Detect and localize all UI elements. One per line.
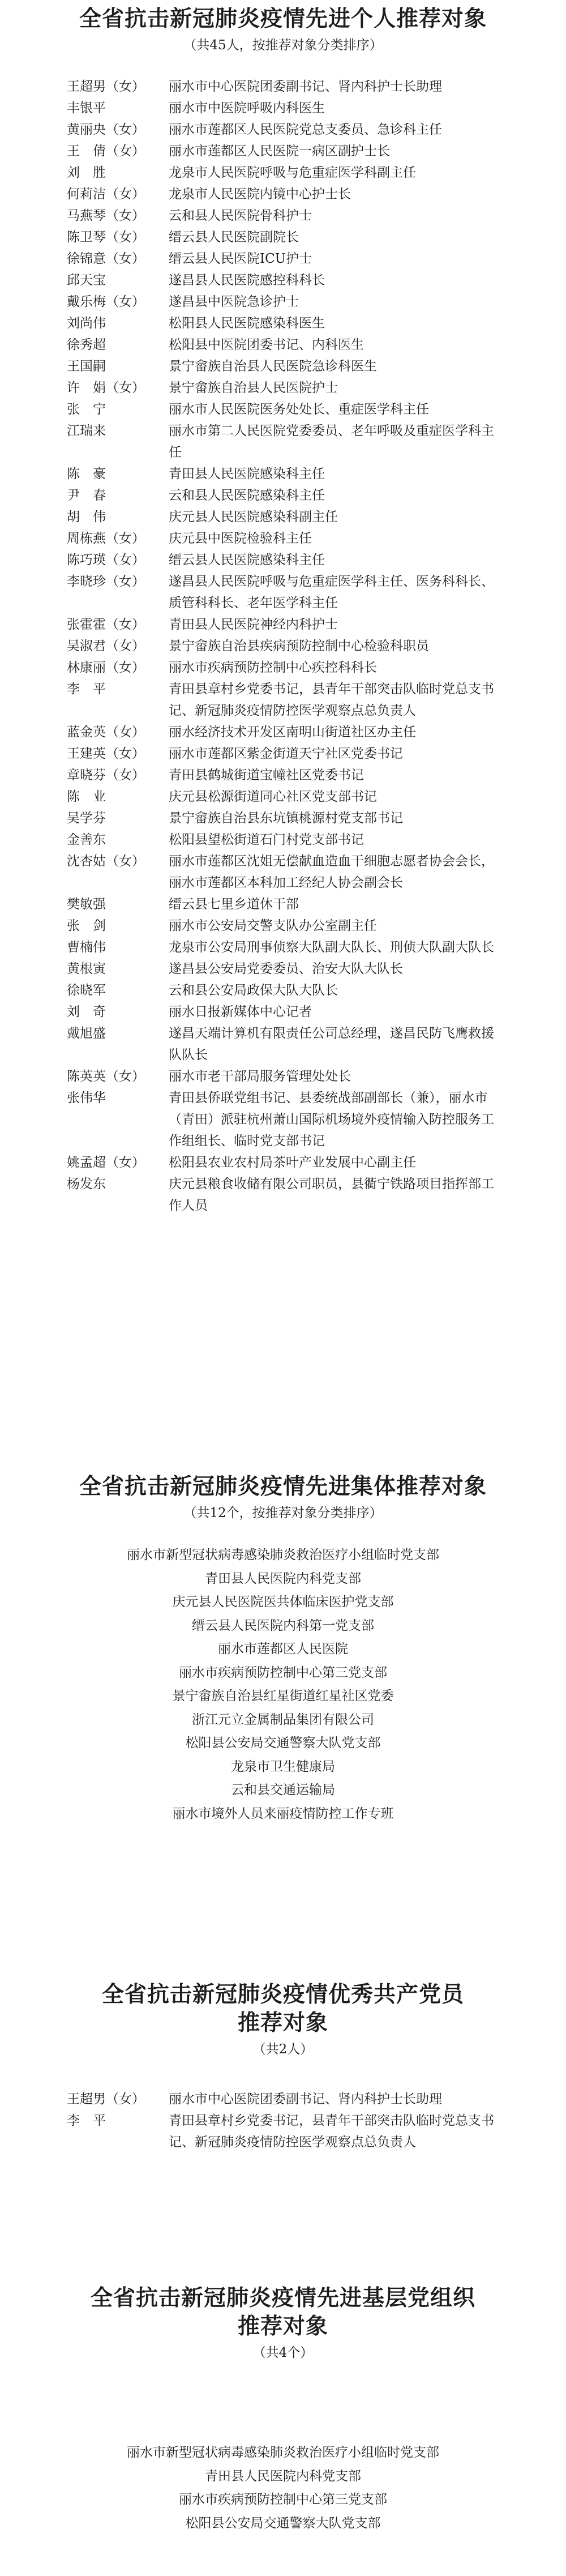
person-row: [0, 506, 566, 528]
person-position: 丽水市中心医院团委副书记、肾内科护士长助理: [169, 2092, 442, 2107]
person-row: [0, 1001, 566, 1023]
person-row: [0, 205, 566, 227]
person-position: 庆元县中医院检验科主任: [169, 531, 312, 546]
person-name: 陈 业: [67, 789, 106, 804]
person-position: 景宁畲族自治县疾病预防控制中心检验科职员: [169, 639, 429, 653]
person-name: 沈杏姑（女）: [67, 854, 145, 869]
person-row: [0, 743, 566, 764]
collective-item: 丽水市疾病预防控制中心第三党支部: [179, 2492, 387, 2507]
collectives-list: [0, 1544, 566, 1826]
collective-item: 松阳县公安局交通警察大队党支部: [185, 1736, 381, 1750]
person-name: 戴乐梅（女）: [67, 294, 145, 309]
collective-item: 景宁畲族自治县红星街道红星社区党委: [172, 1689, 394, 1703]
person-row: [0, 786, 566, 808]
person-row: [0, 1152, 566, 1173]
person-position: 青田县侨联党组书记、县委统战部副部长（兼），丽水市（青田）派驻杭州萧山国际机场境外疫情输入防控服务工作组组长、临时党支部书记: [169, 1091, 494, 1148]
person-row: [0, 76, 566, 97]
person-row: [0, 463, 566, 485]
collective-item: 庆元县人民医院医共体临床医护党支部: [172, 1595, 394, 1609]
person-position: 庆元县松源街道同心社区党支部书记: [169, 789, 377, 804]
person-name: 尹 春: [67, 488, 106, 503]
person-row: [0, 2088, 566, 2110]
person-name: 徐晓军: [67, 983, 106, 998]
person-row: [0, 485, 566, 506]
person-name: 张伟华: [67, 1091, 106, 1105]
person-row: [0, 313, 566, 334]
person-position: 丽水市老干部局服务管理处处长: [169, 1069, 351, 1084]
person-position: 景宁畲族自治县东坑镇桃源村党支部书记: [169, 811, 403, 826]
collective-item: 龙泉市卫生健康局: [231, 1759, 335, 1774]
person-position: 丽水市人民医院医务处处长、重症医学科主任: [169, 402, 429, 417]
section-subtitle: （共45人，按推荐对象分类排序）: [183, 38, 383, 53]
person-name: 马燕琴（女）: [67, 208, 145, 223]
person-row: [0, 937, 566, 958]
person-name: 樊敏强: [67, 897, 106, 912]
person-row: [0, 894, 566, 915]
grassroots-orgs-list: [0, 2441, 566, 2535]
person-row: [0, 119, 566, 140]
person-position: 青田县章村乡党委书记，县青年干部突击队临时党总支书记、新冠肺炎疫情防控医学观察点总负责人: [169, 682, 494, 718]
section-title-line2: 推荐对象: [237, 2010, 328, 2036]
person-position: 遂昌天端计算机有限责任公司总经理，遂昌民防飞鹰救援队队长: [169, 1026, 494, 1062]
section-title-line2: 推荐对象: [237, 2313, 328, 2339]
collective-item: 浙江元立金属制品集团有限公司: [192, 1712, 374, 1727]
collective-item: 青田县人民医院内科党支部: [205, 2468, 361, 2484]
person-name: 王国嗣: [67, 359, 106, 374]
person-position: 云和县人民医院骨科护士: [169, 208, 312, 223]
person-name: 许 娟（女）: [67, 381, 145, 395]
person-position: 遂昌县公安局党委委员、治安大队大队长: [169, 962, 403, 976]
section-subtitle: （共4个）: [252, 2346, 314, 2360]
collective-item: 缙云县人民医院内科第一党支部: [192, 1618, 374, 1633]
person-position: 丽水市莲都区人民医院党总支委员、急诊科主任: [169, 122, 442, 137]
person-name: 章晓芬（女）: [67, 768, 145, 783]
person-position: 庆元县粮食收储有限公司职员，县衢宁铁路项目指挥部工作人员: [169, 1177, 494, 1213]
person-position: 遂昌县中医院急诊护士: [169, 294, 299, 309]
person-name: 李 平: [67, 2113, 106, 2128]
person-position: 青田县鹤城街道宝幢社区党委书记: [169, 768, 364, 783]
person-name: 徐锦意（女）: [67, 251, 145, 266]
section-party-members: [0, 1980, 566, 2060]
person-position: 青田县章村乡党委书记，县青年干部突击队临时党总支书记、新冠肺炎疫情防控医学观察点总负责人: [169, 2113, 494, 2150]
person-position: 龙泉市人民医院内镜中心护士长: [169, 187, 351, 202]
section-title: 全省抗击新冠肺炎疫情先进基层党组织: [90, 2285, 475, 2311]
person-position: 松阳县中医院团委书记、内科医生: [169, 338, 364, 352]
individuals-list: [0, 76, 566, 1216]
person-name: 林康丽（女）: [67, 660, 145, 675]
person-position: 遂昌县人民医院呼吸与危重症医学科主任、医务科科长、质管科科长、老年医学科主任: [169, 574, 494, 610]
person-name: 王超男（女）: [67, 2092, 145, 2107]
person-position: 松阳县望松街道石门村党支部书记: [169, 832, 364, 847]
person-row: [0, 571, 566, 614]
person-position: 景宁畲族自治县人民医院护士: [169, 381, 338, 395]
section-subtitle: （共12个，按推荐对象分类排序）: [183, 1506, 383, 1520]
person-row: [0, 162, 566, 183]
person-position: 青田县人民医院神经内科护士: [169, 617, 338, 632]
collective-item: 丽水市莲都区人民医院: [218, 1642, 348, 1656]
person-position: 青田县人民医院感染科主任: [169, 467, 325, 481]
person-name: 吴淑君（女）: [67, 639, 145, 653]
person-name: 陈巧瑛（女）: [67, 553, 145, 567]
person-position: 缙云县人民医院感染科主任: [169, 553, 325, 567]
person-position: 丽水市莲都区紫金街道天宁社区党委书记: [169, 746, 403, 761]
person-position: 景宁畲族自治县人民医院急诊科医生: [169, 359, 377, 374]
person-name: 刘尚伟: [67, 316, 106, 331]
person-position: 丽水市公安局交警支队办公室副主任: [169, 919, 377, 933]
person-name: 张 剑: [67, 919, 106, 933]
section-collectives: [0, 1472, 566, 1523]
person-name: 王超男（女）: [67, 79, 145, 94]
person-name: 丰银平: [67, 101, 106, 116]
person-name: 张 宁: [67, 402, 106, 417]
person-name: 黄根寅: [67, 962, 106, 976]
person-name: 周栋燕（女）: [67, 531, 145, 546]
party-members-list: [0, 2088, 566, 2153]
section-title: 全省抗击新冠肺炎疫情先进集体推荐对象: [79, 1473, 487, 1500]
person-position: 龙泉市人民医院呼吸与危重症医学科副主任: [169, 165, 416, 180]
person-name: 张霍霍（女）: [67, 617, 145, 632]
person-row: [0, 980, 566, 1001]
person-row: [0, 420, 566, 463]
person-name: 吴学芬: [67, 811, 106, 826]
person-row: [0, 915, 566, 937]
section-individuals: [0, 5, 566, 55]
person-row: [0, 183, 566, 205]
person-row: [0, 958, 566, 980]
section-title: 全省抗击新冠肺炎疫情先进个人推荐对象: [79, 6, 487, 32]
person-position: 丽水市中医院呼吸内科医生: [169, 101, 325, 116]
person-name: 何莉洁（女）: [67, 187, 145, 202]
section-title: 全省抗击新冠肺炎疫情优秀共产党员: [101, 1981, 464, 2007]
person-row: [0, 2110, 566, 2153]
person-row: [0, 399, 566, 420]
person-row: [0, 764, 566, 786]
section-subtitle: （共2人）: [252, 2042, 314, 2057]
person-position: 缙云县人民医院副院长: [169, 230, 299, 245]
person-position: 缙云县人民医院ICU护士: [169, 251, 312, 266]
person-name: 邱天宝: [67, 273, 106, 288]
person-position: 庆元县人民医院感染科副主任: [169, 510, 338, 524]
person-name: 黄丽央（女）: [67, 122, 145, 137]
person-name: 陈英英（女）: [67, 1069, 145, 1084]
person-position: 云和县人民医院感染科主任: [169, 488, 325, 503]
person-position: 丽水市莲都区人民医院一病区副护士长: [169, 144, 390, 159]
person-row: [0, 657, 566, 678]
person-position: 缙云县七里乡道休干部: [169, 897, 299, 912]
person-row: [0, 808, 566, 829]
person-row: [0, 227, 566, 248]
person-name: 江瑞来: [67, 424, 106, 438]
person-name: 刘 胜: [67, 165, 106, 180]
person-name: 王 倩（女）: [67, 144, 145, 159]
person-position: 丽水市第二人民医院党委委员、老年呼吸及重症医学科主任: [169, 424, 494, 460]
person-row: [0, 635, 566, 657]
person-name: 曹楠伟: [67, 940, 106, 955]
person-row: [0, 1066, 566, 1087]
person-position: 丽水市疾病预防控制中心疾控科科长: [169, 660, 377, 675]
person-name: 杨发东: [67, 1177, 106, 1191]
person-position: 龙泉市公安局刑事侦察大队副大队长、刑侦大队副大队长: [169, 940, 494, 955]
person-position: 遂昌县人民医院感控科科长: [169, 273, 325, 288]
person-row: [0, 549, 566, 571]
collective-item: 丽水市新型冠状病毒感染肺炎救治医疗小组临时党支部: [127, 2445, 439, 2460]
person-row: [0, 829, 566, 851]
person-row: [0, 614, 566, 635]
person-name: 蓝金英（女）: [67, 725, 145, 740]
person-name: 陈 豪: [67, 467, 106, 481]
person-row: [0, 1173, 566, 1216]
person-row: [0, 270, 566, 291]
person-row: [0, 356, 566, 377]
person-name: 戴旭盛: [67, 1026, 106, 1041]
person-name: 李晓珍（女）: [67, 574, 145, 589]
person-row: [0, 248, 566, 270]
person-row: [0, 678, 566, 721]
collective-item: 丽水市新型冠状病毒感染肺炎救治医疗小组临时党支部: [127, 1548, 439, 1562]
person-name: 陈卫琴（女）: [67, 230, 145, 245]
person-row: [0, 528, 566, 549]
collective-item: 云和县交通运输局: [231, 1783, 335, 1797]
person-row: [0, 140, 566, 162]
person-position: 云和县公安局政保大队大队长: [169, 983, 338, 998]
collective-item: 丽水市疾病预防控制中心第三党支部: [179, 1665, 387, 1680]
collective-item: 青田县人民医院内科党支部: [205, 1571, 361, 1586]
collective-item: 松阳县公安局交通警察大队党支部: [185, 2515, 381, 2531]
person-row: [0, 97, 566, 119]
person-position: 丽水市莲都区沈姐无偿献血造血干细胞志愿者协会会长，丽水市莲都区本科加工经纪人协会副会长: [169, 854, 494, 890]
person-name: 胡 伟: [67, 510, 106, 524]
person-row: [0, 721, 566, 743]
person-row: [0, 291, 566, 313]
person-row: [0, 1023, 566, 1066]
person-name: 姚孟超（女）: [67, 1155, 145, 1170]
person-row: [0, 377, 566, 399]
person-name: 金善东: [67, 832, 106, 847]
person-name: 李 平: [67, 682, 106, 697]
person-row: [0, 851, 566, 894]
person-row: [0, 334, 566, 356]
person-name: 王建英（女）: [67, 746, 145, 761]
person-name: 刘 奇: [67, 1005, 106, 1019]
collective-item: 丽水市境外人员来丽疫情防控工作专班: [172, 1806, 394, 1821]
person-position: 丽水市中心医院团委副书记、肾内科护士长助理: [169, 79, 442, 94]
person-position: 丽水日报新媒体中心记者: [169, 1005, 312, 1019]
person-row: [0, 1087, 566, 1152]
person-position: 松阳县人民医院感染科医生: [169, 316, 325, 331]
section-grassroots-orgs: [0, 2284, 566, 2363]
person-position: 松阳县农业农村局茶叶产业发展中心副主任: [169, 1155, 416, 1170]
person-position: 丽水经济技术开发区南明山街道社区办主任: [169, 725, 416, 740]
person-name: 徐秀超: [67, 338, 106, 352]
